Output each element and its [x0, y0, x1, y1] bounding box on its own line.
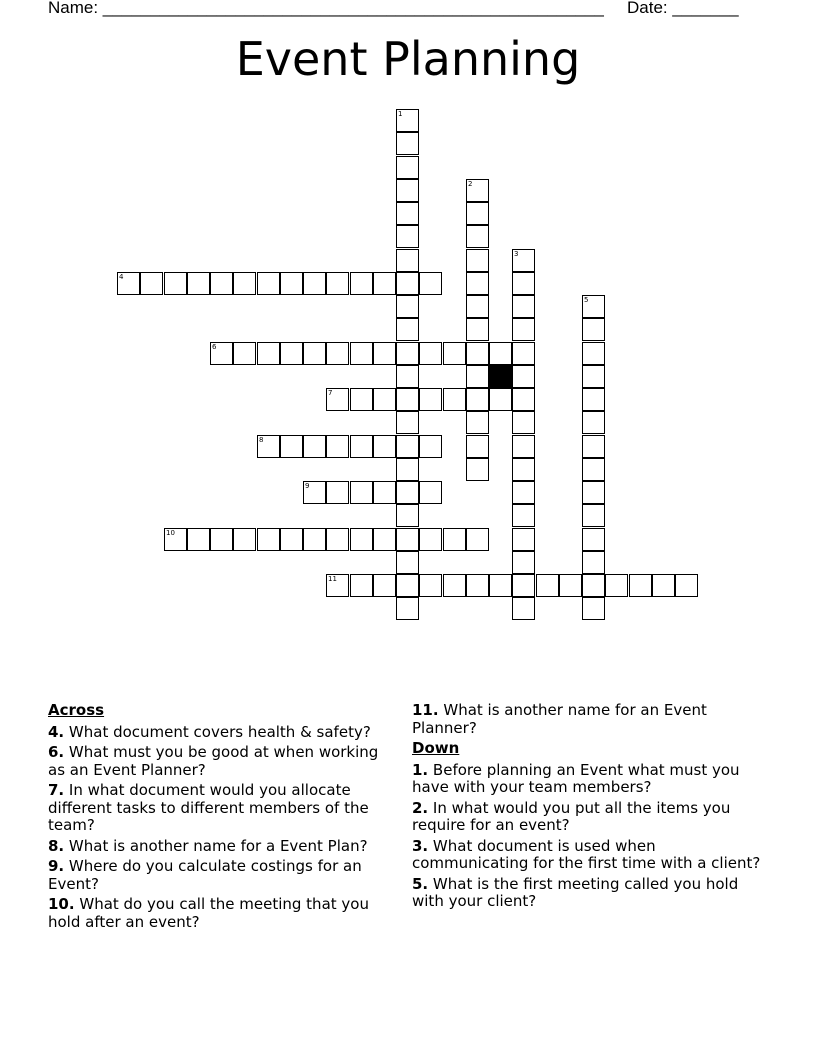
grid-cell[interactable] [419, 528, 442, 551]
grid-cell[interactable] [466, 574, 489, 597]
clue-number-label: 5 [584, 296, 589, 304]
grid-cell[interactable] [303, 528, 326, 551]
grid-cell[interactable] [512, 528, 535, 551]
clue-text: Where do you calculate costings for an Event? [48, 857, 362, 893]
clue-across-7 [48, 782, 400, 835]
grid-cell[interactable] [489, 574, 512, 597]
grid-cell[interactable] [396, 225, 419, 248]
grid-cell[interactable] [164, 272, 187, 295]
clue-text: What document is used when communicating for the first time with a client? [412, 836, 761, 872]
grid-cell[interactable] [419, 272, 442, 295]
grid-cell[interactable] [303, 435, 326, 458]
grid-cell[interactable] [280, 435, 303, 458]
clue-number: 4. [48, 722, 65, 741]
clue-text: In what document would you allocate different tasks to different members of the team? [48, 781, 369, 834]
clue-number: 9. [48, 857, 65, 875]
grid-cell[interactable] [466, 225, 489, 248]
grid-cell[interactable] [582, 481, 605, 504]
clue-text: What is another name for an Event Planner? [412, 701, 707, 737]
grid-cell[interactable] [350, 435, 373, 458]
grid-cell[interactable] [140, 272, 163, 295]
across-heading: Across [48, 701, 105, 719]
grid-cell[interactable] [466, 318, 489, 341]
clue-text: In what would you put all the items you require for an event? [412, 798, 731, 834]
grid-cell[interactable] [210, 342, 233, 365]
grid-cell[interactable] [489, 388, 512, 411]
grid-cell[interactable] [419, 574, 442, 597]
clue-number-label: 11 [328, 575, 337, 583]
grid-cell[interactable] [373, 481, 396, 504]
grid-cell[interactable] [233, 342, 256, 365]
grid-cell[interactable] [187, 528, 210, 551]
grid-cell[interactable] [396, 272, 419, 295]
grid-cell[interactable] [233, 528, 256, 551]
grid-cell[interactable] [466, 202, 489, 225]
grid-cell[interactable] [396, 458, 419, 481]
grid-cell[interactable] [419, 481, 442, 504]
grid-cell[interactable] [582, 388, 605, 411]
grid-cell[interactable] [536, 574, 559, 597]
grid-cell[interactable] [396, 528, 419, 551]
grid-cell[interactable] [512, 342, 535, 365]
clue-number-label: 2 [468, 180, 473, 188]
grid-cell[interactable] [350, 342, 373, 365]
grid-cell[interactable] [350, 272, 373, 295]
grid-cell[interactable] [187, 272, 210, 295]
clue-text: What must you be good at when working as an Event Planner? [48, 743, 379, 779]
grid-cell[interactable] [512, 481, 535, 504]
grid-cell[interactable] [582, 574, 605, 597]
grid-cell[interactable] [582, 411, 605, 434]
clue-number: 11. [412, 701, 439, 719]
grid-cell[interactable] [582, 504, 605, 527]
grid-cell[interactable] [466, 272, 489, 295]
clue-down-3 [412, 838, 764, 873]
grid-cell[interactable] [396, 179, 419, 202]
grid-cell[interactable] [582, 318, 605, 341]
clue-text: Before planning an Event what must you have with your team members? [412, 760, 740, 796]
clue-number: 2. [412, 798, 429, 817]
grid-cell[interactable] [396, 481, 419, 504]
grid-cell[interactable] [257, 272, 280, 295]
grid-cell[interactable] [396, 504, 419, 527]
grid-cell[interactable] [303, 272, 326, 295]
grid-cell[interactable] [396, 202, 419, 225]
grid-cell[interactable] [419, 435, 442, 458]
grid-cell[interactable] [675, 574, 698, 597]
grid-cell[interactable] [466, 365, 489, 388]
clue-number: 6. [48, 743, 65, 761]
clue-number-label: 9 [305, 482, 310, 490]
grid-cell[interactable] [396, 318, 419, 341]
grid-cell[interactable] [466, 528, 489, 551]
grid-cell[interactable] [326, 481, 349, 504]
grid-cell[interactable] [373, 342, 396, 365]
grid-cell[interactable] [396, 551, 419, 574]
clue-down-2 [412, 800, 764, 835]
grid-cell[interactable] [396, 156, 419, 179]
grid-cell[interactable] [117, 272, 140, 295]
grid-cell[interactable] [582, 551, 605, 574]
grid-cell[interactable] [512, 365, 535, 388]
grid-cell[interactable] [443, 528, 466, 551]
grid-cell[interactable] [396, 435, 419, 458]
clue-across-6 [48, 744, 400, 779]
grid-cell[interactable] [582, 435, 605, 458]
grid-cell[interactable] [466, 179, 489, 202]
grid-cell[interactable] [582, 528, 605, 551]
clue-number-label: 4 [119, 273, 124, 281]
grid-cell[interactable] [512, 272, 535, 295]
grid-cell[interactable] [466, 458, 489, 481]
grid-cell[interactable] [396, 597, 419, 620]
grid-cell[interactable] [466, 435, 489, 458]
grid-cell[interactable] [489, 342, 512, 365]
grid-cell[interactable] [582, 295, 605, 318]
date-field-line: Date: _______ [627, 0, 739, 17]
grid-cell[interactable] [396, 411, 419, 434]
grid-cell[interactable] [350, 528, 373, 551]
grid-cell[interactable] [559, 574, 582, 597]
grid-cell[interactable] [396, 342, 419, 365]
grid-cell[interactable] [652, 574, 675, 597]
grid-cell[interactable] [512, 435, 535, 458]
clue-text: What do you call the meeting that you hold after an event? [48, 895, 369, 931]
grid-cell[interactable] [419, 342, 442, 365]
grid-cell[interactable] [582, 342, 605, 365]
grid-cell[interactable] [210, 528, 233, 551]
clue-number-label: 6 [212, 343, 217, 351]
grid-cell[interactable] [326, 574, 349, 597]
grid-cell[interactable] [396, 574, 419, 597]
grid-block-cell [489, 365, 512, 388]
clue-number: 10. [48, 895, 75, 913]
clue-across-8 [48, 838, 400, 856]
grid-cell[interactable] [466, 295, 489, 318]
grid-cell[interactable] [443, 574, 466, 597]
grid-cell[interactable] [350, 388, 373, 411]
grid-cell[interactable] [164, 528, 187, 551]
clue-number-label: 3 [514, 250, 519, 258]
grid-cell[interactable] [582, 365, 605, 388]
clue-number: 1. [412, 760, 429, 779]
clue-number: 3. [412, 836, 429, 855]
grid-cell[interactable] [466, 411, 489, 434]
grid-cell[interactable] [512, 411, 535, 434]
clue-across-11 [412, 702, 764, 737]
grid-cell[interactable] [466, 388, 489, 411]
grid-cell[interactable] [303, 342, 326, 365]
grid-cell[interactable] [512, 295, 535, 318]
down-heading: Down [412, 739, 460, 757]
grid-cell[interactable] [373, 435, 396, 458]
grid-cell[interactable] [326, 342, 349, 365]
grid-cell[interactable] [512, 574, 535, 597]
grid-cell[interactable] [512, 597, 535, 620]
grid-cell[interactable] [582, 458, 605, 481]
grid-cell[interactable] [257, 342, 280, 365]
grid-cell[interactable] [605, 574, 628, 597]
grid-cell[interactable] [396, 109, 419, 132]
grid-cell[interactable] [512, 551, 535, 574]
grid-cell[interactable] [512, 458, 535, 481]
clue-text: What document covers health & safety? [68, 722, 371, 741]
grid-cell[interactable] [512, 388, 535, 411]
grid-cell[interactable] [629, 574, 652, 597]
grid-cell[interactable] [396, 388, 419, 411]
grid-cell[interactable] [419, 388, 442, 411]
grid-cell[interactable] [512, 504, 535, 527]
clue-number: 7. [48, 781, 65, 799]
clue-across-10 [48, 896, 400, 931]
grid-cell[interactable] [210, 272, 233, 295]
grid-cell[interactable] [396, 132, 419, 155]
grid-cell[interactable] [466, 249, 489, 272]
grid-cell[interactable] [443, 388, 466, 411]
clue-across-4 [48, 724, 400, 742]
grid-cell[interactable] [443, 342, 466, 365]
grid-cell[interactable] [233, 272, 256, 295]
grid-cell[interactable] [326, 272, 349, 295]
clue-down-1 [412, 762, 764, 797]
clue-number: 8. [48, 836, 65, 855]
clues-column-right [412, 702, 764, 914]
clue-number-label: 7 [328, 389, 333, 397]
clue-down-5 [412, 876, 764, 911]
grid-cell[interactable] [582, 597, 605, 620]
grid-cell[interactable] [396, 249, 419, 272]
grid-cell[interactable] [373, 388, 396, 411]
grid-cell[interactable] [373, 574, 396, 597]
clue-text: What is another name for a Event Plan? [68, 836, 368, 855]
grid-cell[interactable] [373, 528, 396, 551]
grid-cell[interactable] [512, 249, 535, 272]
grid-cell[interactable] [303, 481, 326, 504]
clue-text: What is the first meeting called you hold with your client? [412, 874, 739, 910]
grid-cell[interactable] [257, 528, 280, 551]
grid-cell[interactable] [257, 435, 280, 458]
clue-across-9 [48, 858, 400, 893]
grid-cell[interactable] [326, 435, 349, 458]
grid-cell[interactable] [466, 342, 489, 365]
grid-cell[interactable] [280, 528, 303, 551]
name-field-line: Name: _____________________________________________________ [48, 0, 604, 17]
grid-cell[interactable] [280, 272, 303, 295]
grid-cell[interactable] [512, 318, 535, 341]
grid-cell[interactable] [373, 272, 396, 295]
grid-cell[interactable] [350, 574, 373, 597]
clue-number-label: 1 [398, 110, 403, 118]
clue-number-label: 8 [259, 436, 264, 444]
grid-cell[interactable] [396, 365, 419, 388]
grid-cell[interactable] [326, 388, 349, 411]
clue-number-label: 10 [166, 529, 175, 537]
grid-cell[interactable] [326, 528, 349, 551]
page-title: Event Planning [235, 32, 581, 86]
grid-cell[interactable] [350, 481, 373, 504]
clue-number: 5. [412, 874, 429, 893]
clues-column-left [48, 702, 400, 934]
grid-cell[interactable] [396, 295, 419, 318]
grid-cell[interactable] [280, 342, 303, 365]
